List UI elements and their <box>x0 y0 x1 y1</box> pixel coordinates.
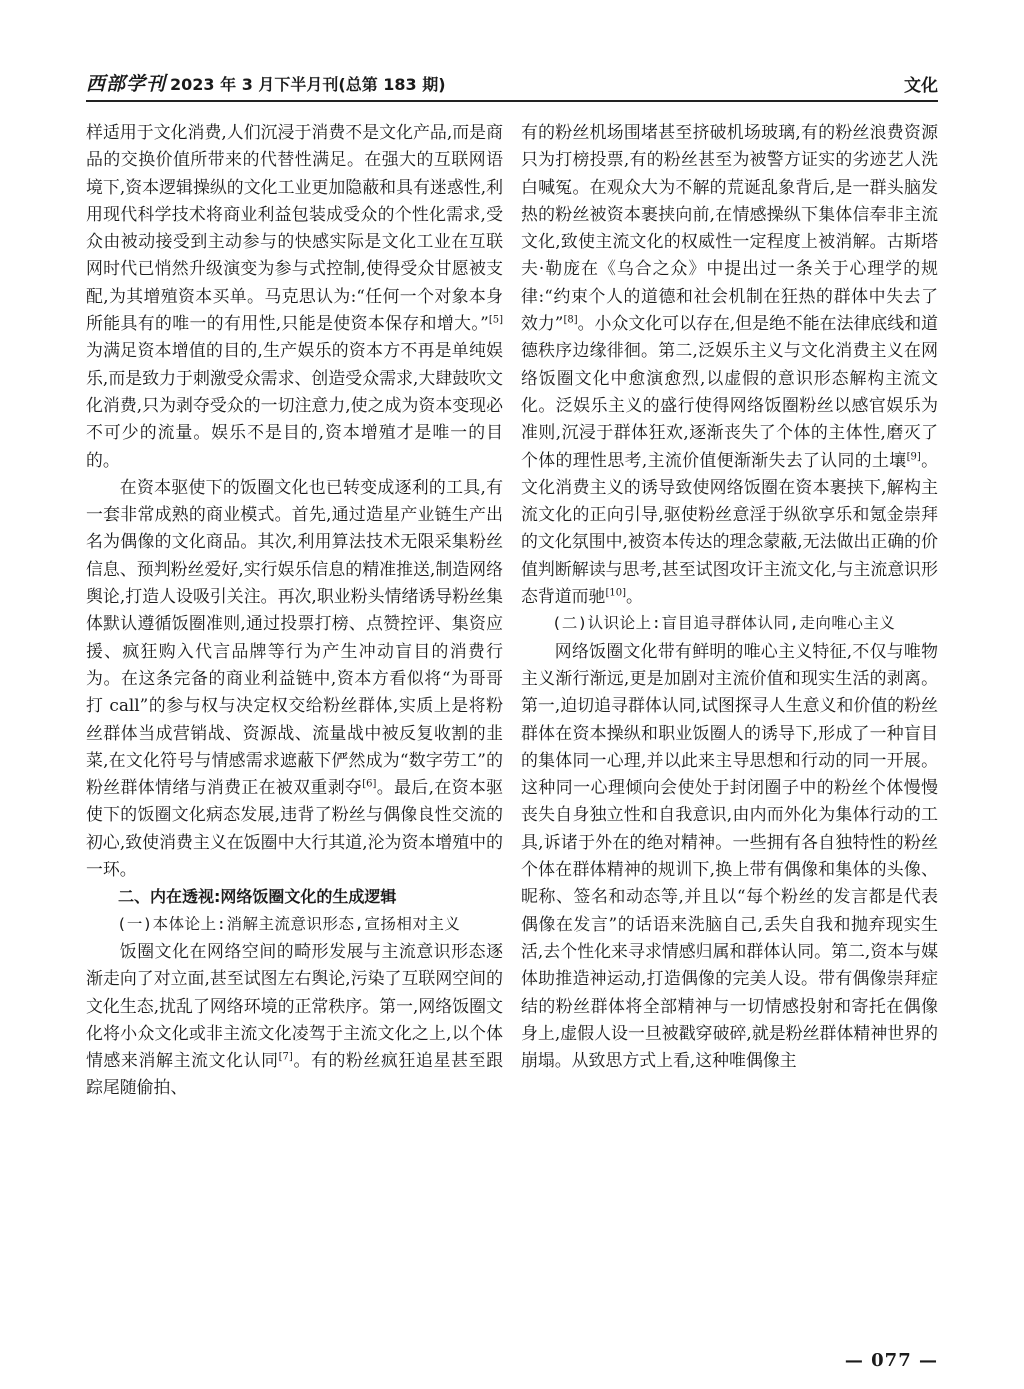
text-run: 。小众文化可以存在,但是绝不能在法律底线和道德秩序边缘徘徊。第二,泛娱乐主义与文化消费主义在网络饭圈文化中愈演愈烈,以虚假的意识形态解构主流文化。泛娱乐主义的盛行使得网络饭圈粉丝以感官娱乐为准则,沉浸于群体狂欢,逐渐丧失了个体的主体性,磨灭了个体的理性思考,主流价值便渐渐失去了认同的土壤 <box>521 313 938 470</box>
text-run: 。最后,在资本驱使下的饭圈文化病态发展,违背了粉丝与偶像良性交流的初心,致使消费主义在饭圈中大行其道,沦为资本增殖中的一环。 <box>86 777 503 880</box>
header-left <box>86 69 446 96</box>
text-run: 网络饭圈文化带有鲜明的唯心主义特征,不仅与唯物主义渐行渐远,更是加剧对主流价值和现实生活的剥离。第一,迫切追寻群体认同,试图探寻人生意义和价值的粉丝群体在资本操纵和职业饭圈人的诱导下,形成了一种盲目的集体同一心理,并以此来主导思想和行动的同一开展。这种同一心理倾向会使处于封闭圈子中的粉丝个体慢慢丧失自身独立性和自我意识,由内而外化为集体行动的工具,诉诸于外在的绝对精神。一些拥有各自独特性的粉丝个体在群体精神的规训下,换上带有偶像和集体的头像、昵称、签名和动态等,并且以“每个粉丝的发言都是代表偶像在发言”的话语来洗脑自己,丢失自我和抛弃现实生活,去个性化来寻求情感归属和群体认同。第二,资本与媒体助推造神运动,打造偶像的完美人设。带有偶像崇拜症结的粉丝群体将全部精神与一切情感投射和寄托在偶像身上,虚假人设一旦被戳穿破碎,就是粉丝群体精神世界的崩塌。从致思方式上看,这种唯偶像主 <box>521 640 938 1071</box>
journal-logo: 西部学刊 <box>86 73 167 95</box>
page-header <box>86 70 938 102</box>
text-run: 。有的粉丝疯狂追星甚至跟踪尾随偷拍、 <box>86 1050 503 1098</box>
text-run: 二、内在透视:网络饭圈文化的生成逻辑 <box>118 887 397 907</box>
left-column <box>86 119 503 1102</box>
text-run: 为满足资本增值的目的,生产娱乐的资本方不再是单纯娱乐,而是致力于刺激受众需求、创造受众需求,大肆鼓吹文化消费,只为剥夺受众的一切注意力,使之成为资本变现必不可少的流量。娱乐不是目的,资本增殖才是唯一的目的。 <box>86 340 503 470</box>
right-column <box>521 119 938 1074</box>
text-run: 。文化消费主义的诱导致使网络饭圈在资本裹挟下,解构主流文化的正向引导,驱使粉丝意淫于纵欲享乐和氪金崇拜的文化氛围中,被资本传达的理念蒙蔽,无法做出正确的价值判断解读与思考,甚至试图攻讦主流文化,与主流意识形态背道而驰 <box>521 449 938 607</box>
subsection-heading <box>86 911 503 938</box>
text-run: 在资本驱使下的饭圈文化也已转变成逐利的工具,有一套非常成熟的商业模式。首先,通过造星产业链生产出名为偶像的文化商品。其次,利用算法技术无限采集粉丝信息、预判粉丝爱好,实行娱乐信息的精准推送,制造网络舆论,打造人设吸引关注。再次,职业粉头情绪诱导粉丝集体默认遵循饭圈准则,通过投票打榜、点赞控评、集资应援、疯狂购入代言品牌等行为产生冲动盲目的消费行为。在这条完备的商业利益链中,资本方看似将“为哥哥打 call”的参与权与决定权交给粉丝群体,实质上是将粉丝群体当成营销战、资源战、流量战中被反复收割的韭菜,在文化符号与情感需求遮蔽下俨然成为“数字劳工”的粉丝群体情绪与消费正在被双重剥夺 <box>86 476 503 798</box>
text-run: (二)认识论上:盲目追寻群体认同,走向唯心主义 <box>552 614 896 633</box>
body-paragraph <box>86 474 503 883</box>
subsection-heading <box>521 610 938 637</box>
body-paragraph <box>521 119 938 610</box>
citation-marker: [8] <box>563 314 578 326</box>
text-run: 有的粉丝机场围堵甚至挤破机场玻璃,有的粉丝浪费资源只为打榜投票,有的粉丝甚至为被警方证实的劣迹艺人洗白喊冤。在观众大为不解的荒诞乱象背后,是一群头脑发热的粉丝被资本裹挟向前,在情感操纵下集体信奉非主流文化,致使主流文化的权威性一定程度上被消解。古斯塔夫·勒庞在《乌合之众》中提出过一条关于心理学的规律:“约束个人的道德和社会机制在狂热的群体中失去了效力” <box>521 122 938 334</box>
text-run: 。 <box>625 586 643 607</box>
body-paragraph <box>86 938 503 1102</box>
page-number: — 077 — <box>844 1350 938 1371</box>
body-paragraph <box>521 638 938 1075</box>
citation-marker: [9] <box>906 450 921 462</box>
body-paragraph <box>86 119 503 474</box>
section-heading <box>86 883 503 910</box>
issue-info: 2023 年 3 月下半月刊(总第 183 期) <box>170 75 446 94</box>
citation-marker: [5] <box>488 314 503 326</box>
section-label: 文化 <box>904 76 938 96</box>
citation-marker: [6] <box>362 778 377 790</box>
text-run: 样适用于文化消费,人们沉浸于消费不是文化产品,而是商品的交换价值所带来的代替性满足。在强大的互联网语境下,资本逻辑操纵的文化工业更加隐蔽和具有迷惑性,利用现代科学技术将商业利益包装成受众的个性化需求,受众由被动接受到主动参与的快感实际是文化工业在互联网时代已悄然升级演变为参与式控制,使得受众甘愿被支配,为其增殖资本买单。马克思认为:“任何一个对象本身所能具有的唯一的有用性,只能是使资本保存和增大。” <box>86 122 503 334</box>
text-run: (一)本体论上:消解主流意识形态,宣扬相对主义 <box>117 914 461 933</box>
citation-marker: [10] <box>605 587 626 599</box>
text-run: 饭圈文化在网络空间的畸形发展与主流意识形态逐渐走向了对立面,甚至试图左右舆论,污染了互联网空间的文化生态,扰乱了网络环境的正常秩序。第一,网络饭圈文化将小众文化或非主流文化凌驾于主流文化之上,以个体情感来消解主流文化认同 <box>86 940 503 1071</box>
citation-marker: [7] <box>278 1051 293 1063</box>
